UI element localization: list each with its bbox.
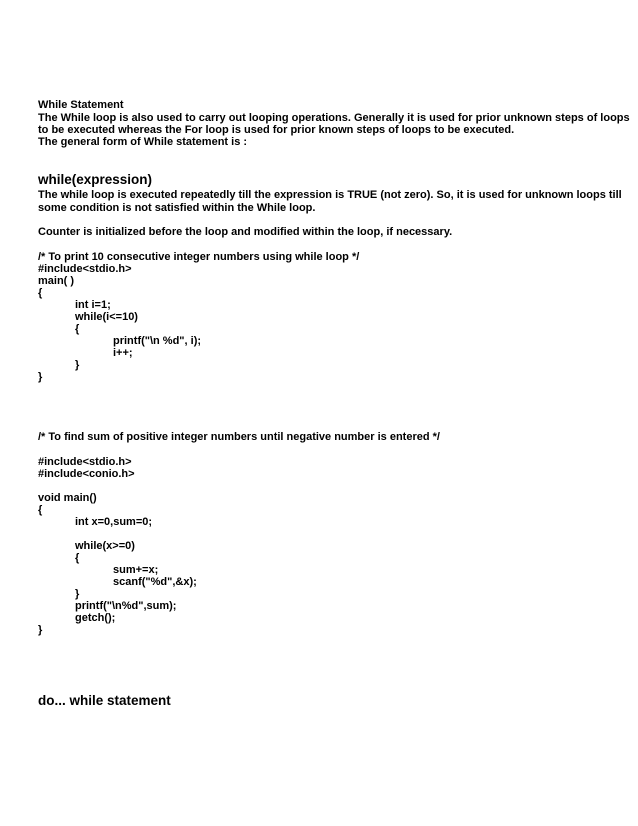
- intro-text-line: The While loop is also used to carry out looping operations. Generally it is used for prior unknown steps of loops: [38, 112, 630, 124]
- code-line: #include<stdio.h>: [38, 456, 132, 468]
- code-line: }: [75, 588, 80, 600]
- code-line: #include<stdio.h>: [38, 263, 132, 275]
- code-line: }: [38, 371, 43, 383]
- code-line: scanf("%d",&x);: [113, 576, 197, 588]
- code-line: #include<conio.h>: [38, 468, 135, 480]
- intro-text-line: The general form of While statement is :: [38, 136, 248, 148]
- code-line: i++;: [113, 347, 133, 359]
- code-comment: /* To print 10 consecutive integer numbers using while loop */: [38, 251, 360, 263]
- code-line: {: [75, 552, 80, 564]
- code-line: int x=0,sum=0;: [75, 516, 153, 528]
- code-line: {: [38, 287, 43, 299]
- counter-note: Counter is initialized before the loop and modified within the loop, if necessary.: [38, 226, 453, 238]
- code-line: }: [38, 624, 43, 636]
- code-line: {: [75, 323, 80, 335]
- code-line: printf("\n %d", i);: [113, 335, 202, 347]
- section-title-while-statement: While Statement: [38, 99, 124, 111]
- code-line: {: [38, 504, 43, 516]
- code-line: }: [75, 359, 80, 371]
- code-line: getch();: [75, 612, 116, 624]
- code-line: int i=1;: [75, 299, 111, 311]
- code-line: sum+=x;: [113, 564, 159, 576]
- code-line: while(x>=0): [75, 540, 135, 552]
- code-line: while(i<=10): [75, 311, 138, 323]
- code-line: main( ): [38, 275, 75, 287]
- code-line: printf("\n%d",sum);: [75, 600, 177, 612]
- while-description-line: The while loop is executed repeatedly till the expression is TRUE (not zero). So, it is used for unknown loops till: [38, 189, 622, 201]
- while-expression-heading: while(expression): [38, 172, 153, 187]
- code-comment: /* To find sum of positive integer numbers until negative number is entered */: [38, 431, 440, 443]
- while-description-line: some condition is not satisfied within the While loop.: [38, 202, 316, 214]
- do-while-heading: do... while statement: [38, 693, 171, 708]
- intro-text-line: to be executed whereas the For loop is used for prior known steps of loops to be executed.: [38, 124, 515, 136]
- code-line: void main(): [38, 492, 97, 504]
